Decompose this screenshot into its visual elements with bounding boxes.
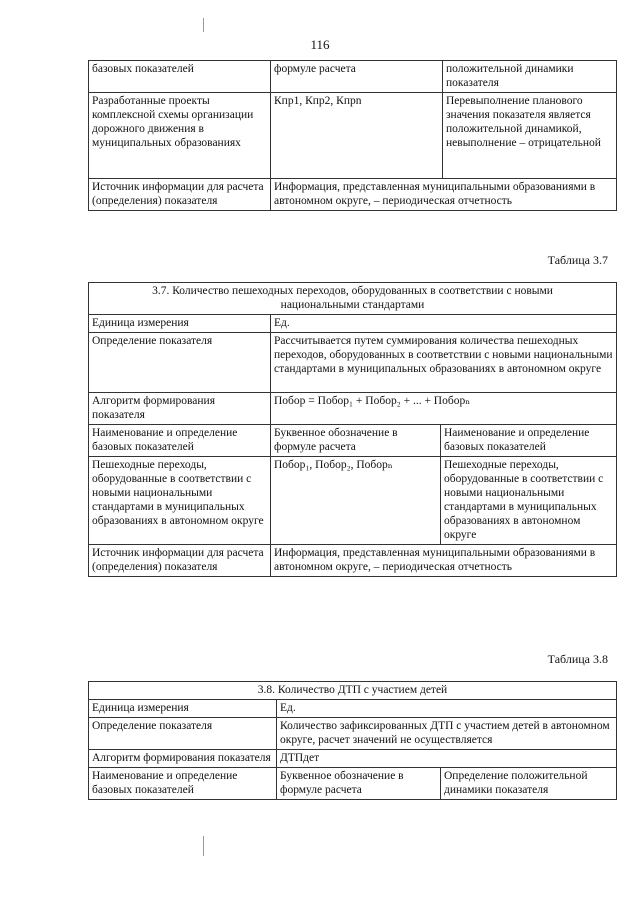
table-row — [89, 457, 617, 545]
table-row — [89, 333, 617, 393]
table-cell: Ед. — [271, 315, 617, 333]
table-cell: Наименование и определение базовых показателей — [441, 425, 617, 457]
table-cell: Единица измерения — [89, 315, 271, 333]
table-cell: Перевыполнение планового значения показателя является положительной динамикой, невыполнение – отрицательной — [443, 93, 617, 179]
table-cell: Кпр1, Кпр2, Кпрn — [271, 93, 443, 179]
table-cell: Буквенное обозначение в формуле расчета — [277, 768, 441, 800]
table-cell: базовых показателей — [89, 61, 271, 93]
scan-mark-top — [203, 18, 204, 32]
table-cell: Алгоритм формирования показателя — [89, 750, 277, 768]
table-cell: Единица измерения — [89, 700, 277, 718]
table-row — [89, 718, 617, 750]
table-row — [89, 682, 617, 700]
table-cell: Источник информации для расчета (определения) показателя — [89, 545, 271, 577]
table-3-8 — [88, 681, 617, 800]
table-title: 3.8. Количество ДТП с участием детей — [89, 682, 617, 700]
table-cell: Определение положительной динамики показателя — [441, 768, 617, 800]
table-row — [89, 283, 617, 315]
page-number: 116 — [310, 37, 330, 52]
table-caption-3-7: Таблица 3.7 — [547, 253, 608, 267]
table-cell: Наименование и определение базовых показателей — [89, 768, 277, 800]
table-row — [89, 545, 617, 577]
table-caption-3-8: Таблица 3.8 — [547, 652, 608, 666]
table-cell: Рассчитывается путем суммирования количества пешеходных переходов, оборудованных в соответствии с новыми национальными стандартами в муниципальных образованиях в автономном округе — [271, 333, 617, 393]
table-3-6-continuation — [88, 60, 617, 211]
table-cell: Информация, представленная муниципальными образованиями в автономном округе, – периодическая отчетность — [271, 545, 617, 577]
table-row — [89, 61, 617, 93]
table-cell: Ед. — [277, 700, 617, 718]
table-row — [89, 315, 617, 333]
table-cell: ДТПдет — [277, 750, 617, 768]
table-row — [89, 93, 617, 179]
table-row — [89, 179, 617, 211]
table-cell: Пешеходные переходы, оборудованные в соответствии с новыми национальными стандартами в муниципальных образованиях в автономном округе — [89, 457, 271, 545]
table-row — [89, 750, 617, 768]
table-cell: Пешеходные переходы, оборудованные в соответствии с новыми национальными стандартами в муниципальных образованиях в автономном округе — [441, 457, 617, 545]
table-cell: Количество зафиксированных ДТП с участием детей в автономном округе, расчет значений не осуществляется — [277, 718, 617, 750]
table-cell: положительной динамики показателя — [443, 61, 617, 93]
table-cell: Буквенное обозначение в формуле расчета — [271, 425, 441, 457]
table-cell: Источник информации для расчета (определения) показателя — [89, 179, 271, 211]
table-cell: Побор₁, Побор₂, Поборₙ — [271, 457, 441, 545]
table-cell: Побор = Побор₁ + Побор₂ + ... + Поборₙ — [271, 393, 617, 425]
table-title: 3.7. Количество пешеходных переходов, оборудованных в соответствии с новыми национальными стандартами — [89, 283, 617, 315]
table-row — [89, 393, 617, 425]
table-3-7 — [88, 282, 617, 577]
table-cell: Определение показателя — [89, 333, 271, 393]
table-cell: Информация, представленная муниципальными образованиями в автономном округе, – периодическая отчетность — [271, 179, 617, 211]
table-row — [89, 425, 617, 457]
table-cell: Алгоритм формирования показателя — [89, 393, 271, 425]
table-cell: формуле расчета — [271, 61, 443, 93]
table-row — [89, 700, 617, 718]
scan-mark-bottom — [203, 836, 204, 856]
table-cell: Определение показателя — [89, 718, 277, 750]
table-cell: Разработанные проекты комплексной схемы организации дорожного движения в муниципальных образованиях — [89, 93, 271, 179]
table-row — [89, 768, 617, 800]
table-cell: Наименование и определение базовых показателей — [89, 425, 271, 457]
